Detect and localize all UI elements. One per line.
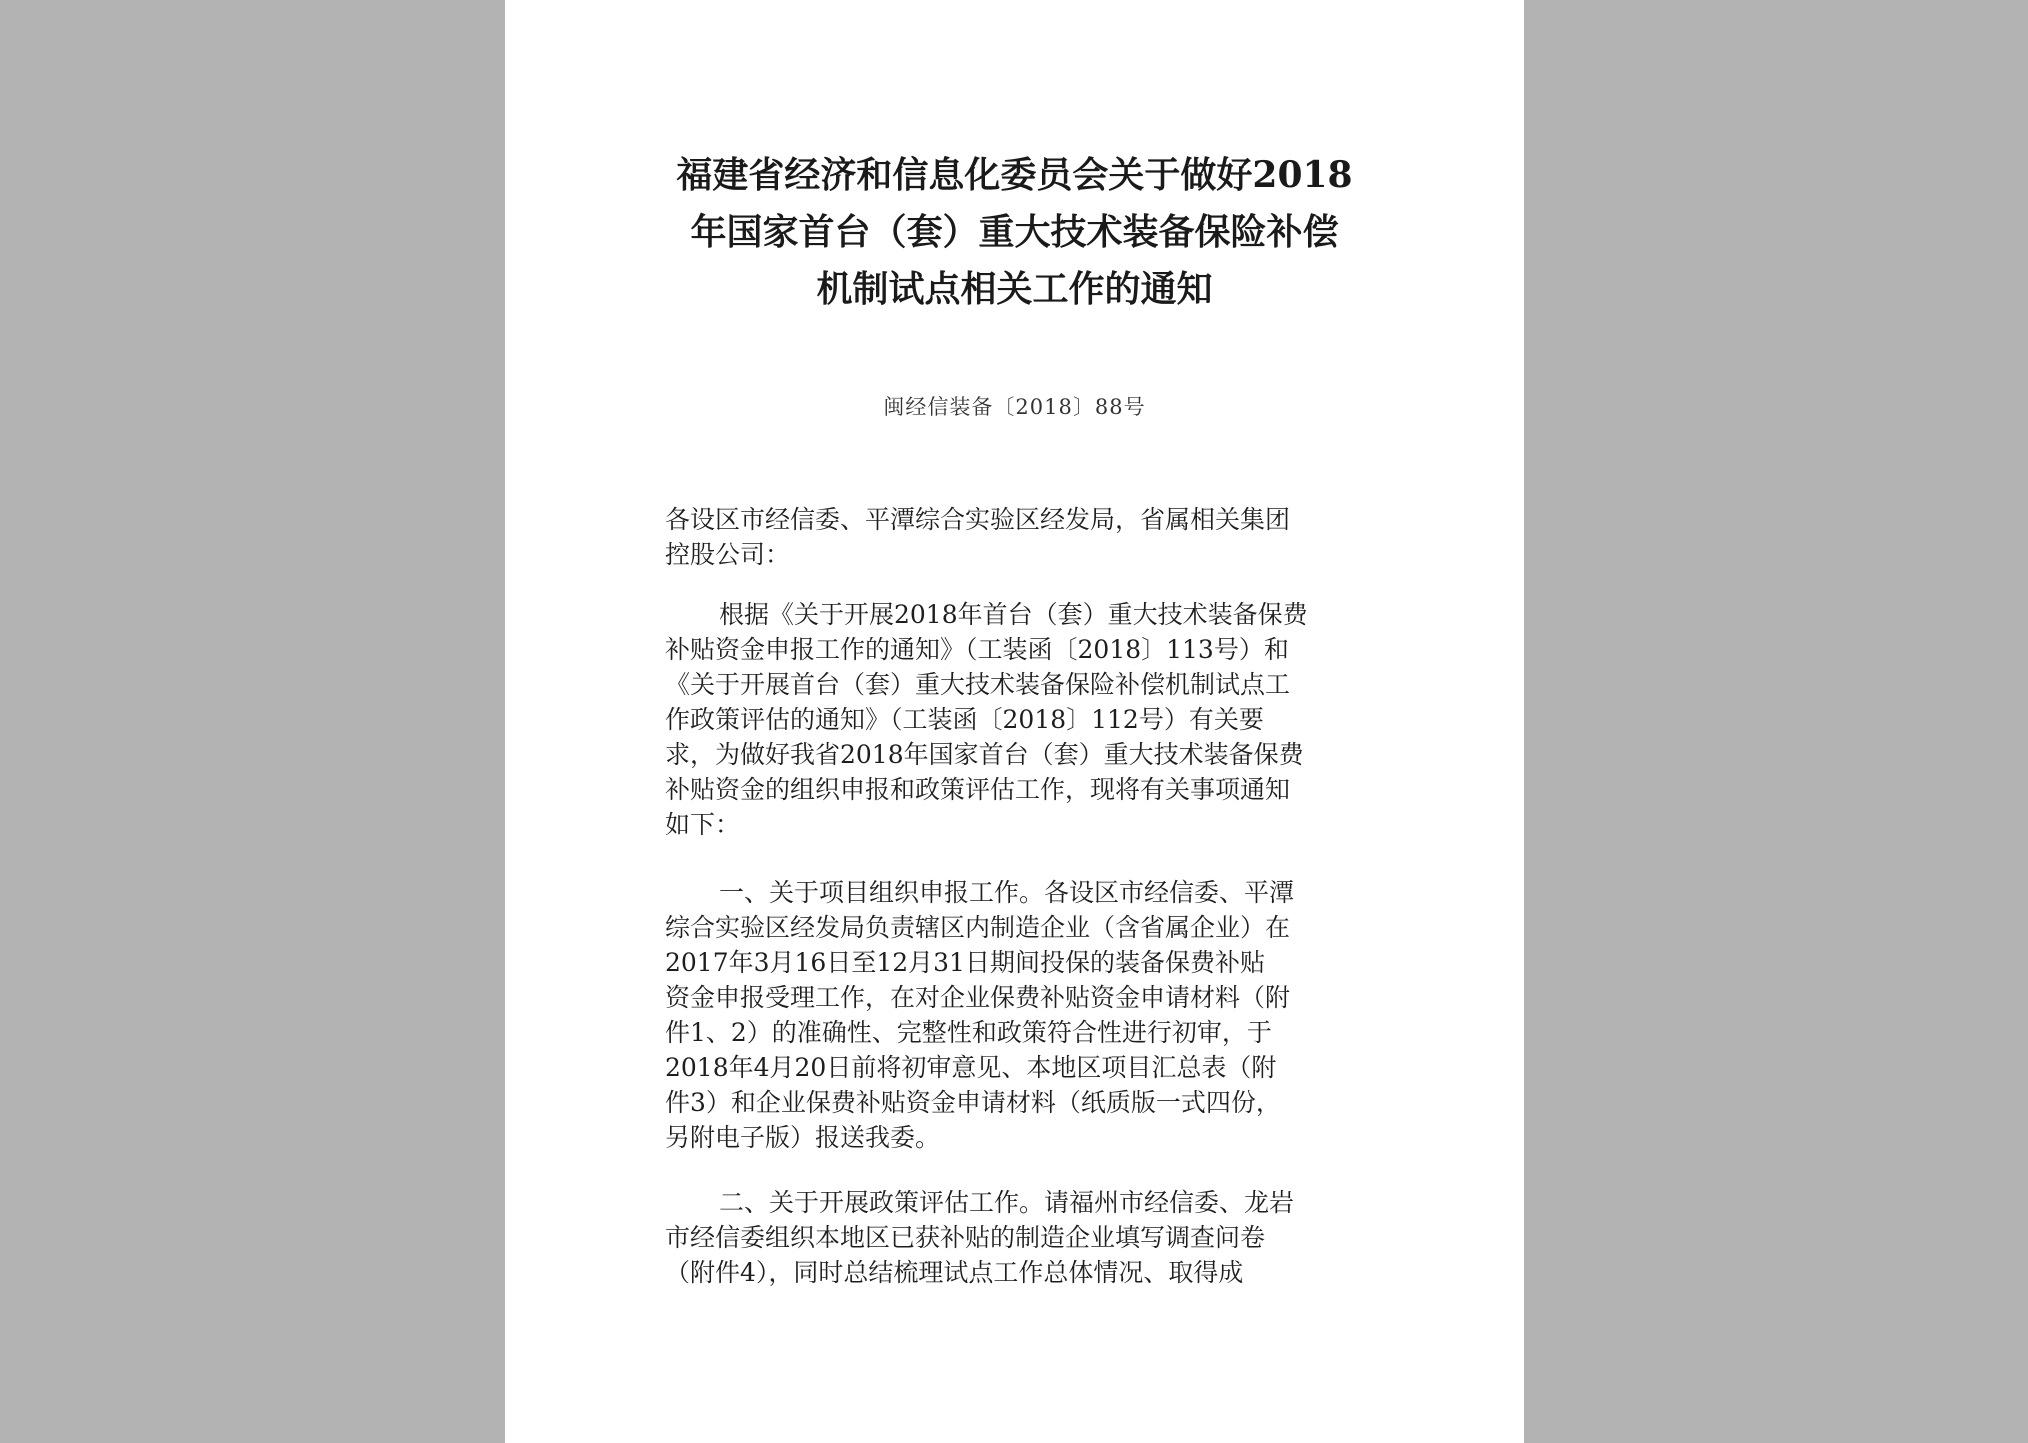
text-line: 市经信委组织本地区已获补贴的制造企业填写调查问卷 [665,1223,1266,1252]
paragraph-section-two [665,1185,1385,1290]
text-line: 另附电子版）报送我委。 [665,1123,941,1152]
text-line: 件3）和企业保费补贴资金申请材料（纸质版一式四份， [665,1088,1281,1117]
text-line: 综合实验区经发局负责辖区内制造企业（含省属企业）在 [665,913,1291,942]
document-page [505,0,1524,1443]
text-line: 补贴资金的组织申报和政策评估工作，现将有关事项通知 [665,775,1291,804]
text-line: 2018年4月20日前将初审意见、本地区项目汇总表（附 [665,1053,1277,1082]
text-line: 补贴资金申报工作的通知》（工装函〔2018〕113号）和 [665,635,1289,664]
text-line: 作政策评估的通知》（工装函〔2018〕112号）有关要 [665,705,1264,734]
text-line: 2017年3月16日至12月31日期间投保的装备保费补贴 [665,948,1265,977]
text-line: （附件4），同时总结梳理试点工作总体情况、取得成 [665,1258,1244,1287]
title-line: 福建省经济和信息化委员会关于做好2018 [676,154,1353,196]
text-line: 求，为做好我省2018年国家首台（套）重大技术装备保费 [665,740,1304,769]
paragraph-basis [665,597,1385,842]
text-line: 二、关于开展政策评估工作。请福州市经信委、龙岩 [719,1188,1295,1217]
text-line: 《关于开展首台（套）重大技术装备保险补偿机制试点工 [665,670,1291,699]
document-title [625,147,1404,318]
text-line: 件1、2）的准确性、完整性和政策符合性进行初审，于 [665,1018,1272,1047]
text-line: 一、关于项目组织申报工作。各设区市经信委、平潭 [719,878,1295,907]
addressee [665,502,1385,572]
text-line: 各设区市经信委、平潭综合实验区经发局，省属相关集团 [665,505,1291,534]
document-number: 闽经信装备〔2018〕88号 [883,395,1146,419]
text-line: 根据《关于开展2018年首台（套）重大技术装备保费 [719,600,1308,629]
paragraph-section-one [665,875,1385,1155]
text-line: 如下： [665,810,741,839]
text-line: 资金申报受理工作，在对企业保费补贴资金申请材料（附 [665,983,1291,1012]
title-line: 年国家首台（套）重大技术装备保险补偿 [690,211,1339,253]
title-line: 机制试点相关工作的通知 [816,268,1213,310]
text-line: 控股公司： [665,540,791,569]
